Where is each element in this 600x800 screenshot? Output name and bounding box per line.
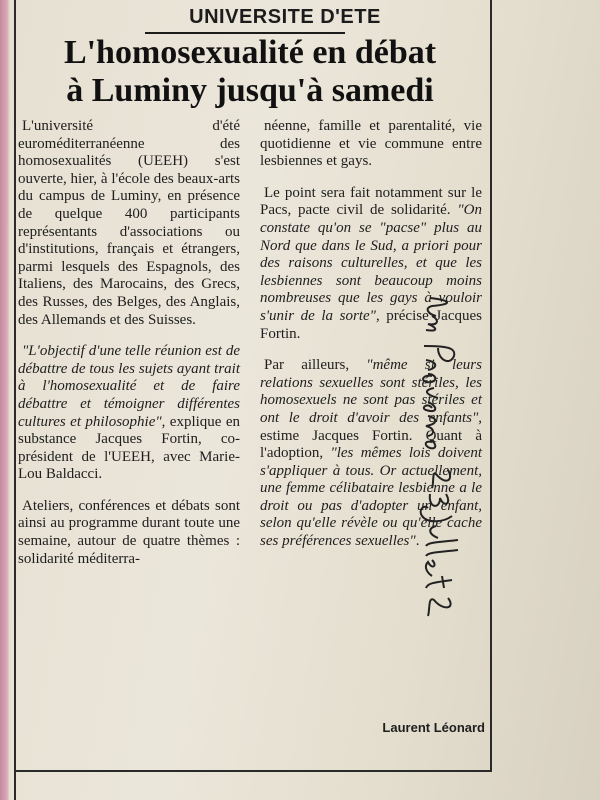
paragraph-text: Le point sera fait notamment sur le Pacs, pacte civil de solidarité. bbox=[260, 184, 482, 219]
paragraph: néenne, famille et parentalité, vie quotidienne et vie commune entre lesbiennes et gays. bbox=[260, 118, 482, 170]
paragraph-text: , précise Jacques Fortin. bbox=[260, 307, 482, 342]
article-author: Laurent Léonard bbox=[382, 720, 485, 735]
page-edge bbox=[0, 0, 10, 800]
left-column-rule bbox=[14, 0, 16, 800]
paragraph-text: , estime Jacques Fortin. Quant à l'adoption, bbox=[260, 409, 482, 462]
paragraph: L'université d'été euroméditerranéenne des homosexualités (UEEH) s'est ouverte, hier, à l'école des beaux-arts du campus de Luminy, en présence de quelque 400 participants représentants d'associations ou d'institutions, français et étrangers, parmi lesquels des Espagnols, des Italiens, des Marocains, des Grecs, des Russes, des Belges, des Anglais, des Allemands et des Suisses. bbox=[18, 118, 240, 328]
article-headline bbox=[30, 34, 470, 110]
quote: "les mêmes lois doivent s'appliquer à tous. Or actuellement, une femme célibataire lesbienne a le droit ou pas d'adopter un enfant, selon qu'elle révèle ou qu'elle cache ses préférences sexuelles" bbox=[260, 445, 482, 550]
article-left-column bbox=[18, 118, 240, 582]
handwritten-source-note bbox=[408, 290, 468, 620]
headline-line-1: L'homosexualité en débat bbox=[63, 34, 437, 71]
section-kicker: UNIVERSITE D'ETE bbox=[189, 6, 381, 28]
handwritten-signature bbox=[408, 290, 468, 620]
paragraph bbox=[18, 343, 240, 484]
quote: "L'objectif d'une telle réunion est de débattre de tous les sujets ayant trait à l'homosexualité et de faire débattre et témoigner différentes cultures et philosophie" bbox=[18, 343, 240, 430]
right-column-rule bbox=[490, 0, 492, 770]
bottom-rule bbox=[14, 770, 492, 772]
paragraph-text: Par ailleurs, bbox=[264, 357, 367, 374]
quote: "On constate qu'on se "pacse" plus au Nord que dans le Sud, a priori pour des raisons culturelles, et que les lesbiennes sont beaucoup moins nombreuses que les gays à vouloir s'unir de la sorte" bbox=[260, 202, 482, 324]
paragraph-text: , explique en substance Jacques Fortin, co-président de l'UEEH, avec Marie-Lou Baldacci. bbox=[18, 413, 241, 483]
headline-line-2: à Luminy jusqu'à samedi bbox=[66, 72, 434, 109]
paragraph: Ateliers, conférences et débats sont ainsi au programme durant toute une semaine, autour de quatre thèmes : solidarité méditerra- bbox=[18, 497, 240, 567]
quote: "même si leurs relations sexuelles sont stériles, les homosexuels ne sont pas stériles et ont le droit d'avoir des enfants" bbox=[260, 357, 482, 426]
paragraph-text: . bbox=[415, 533, 420, 550]
